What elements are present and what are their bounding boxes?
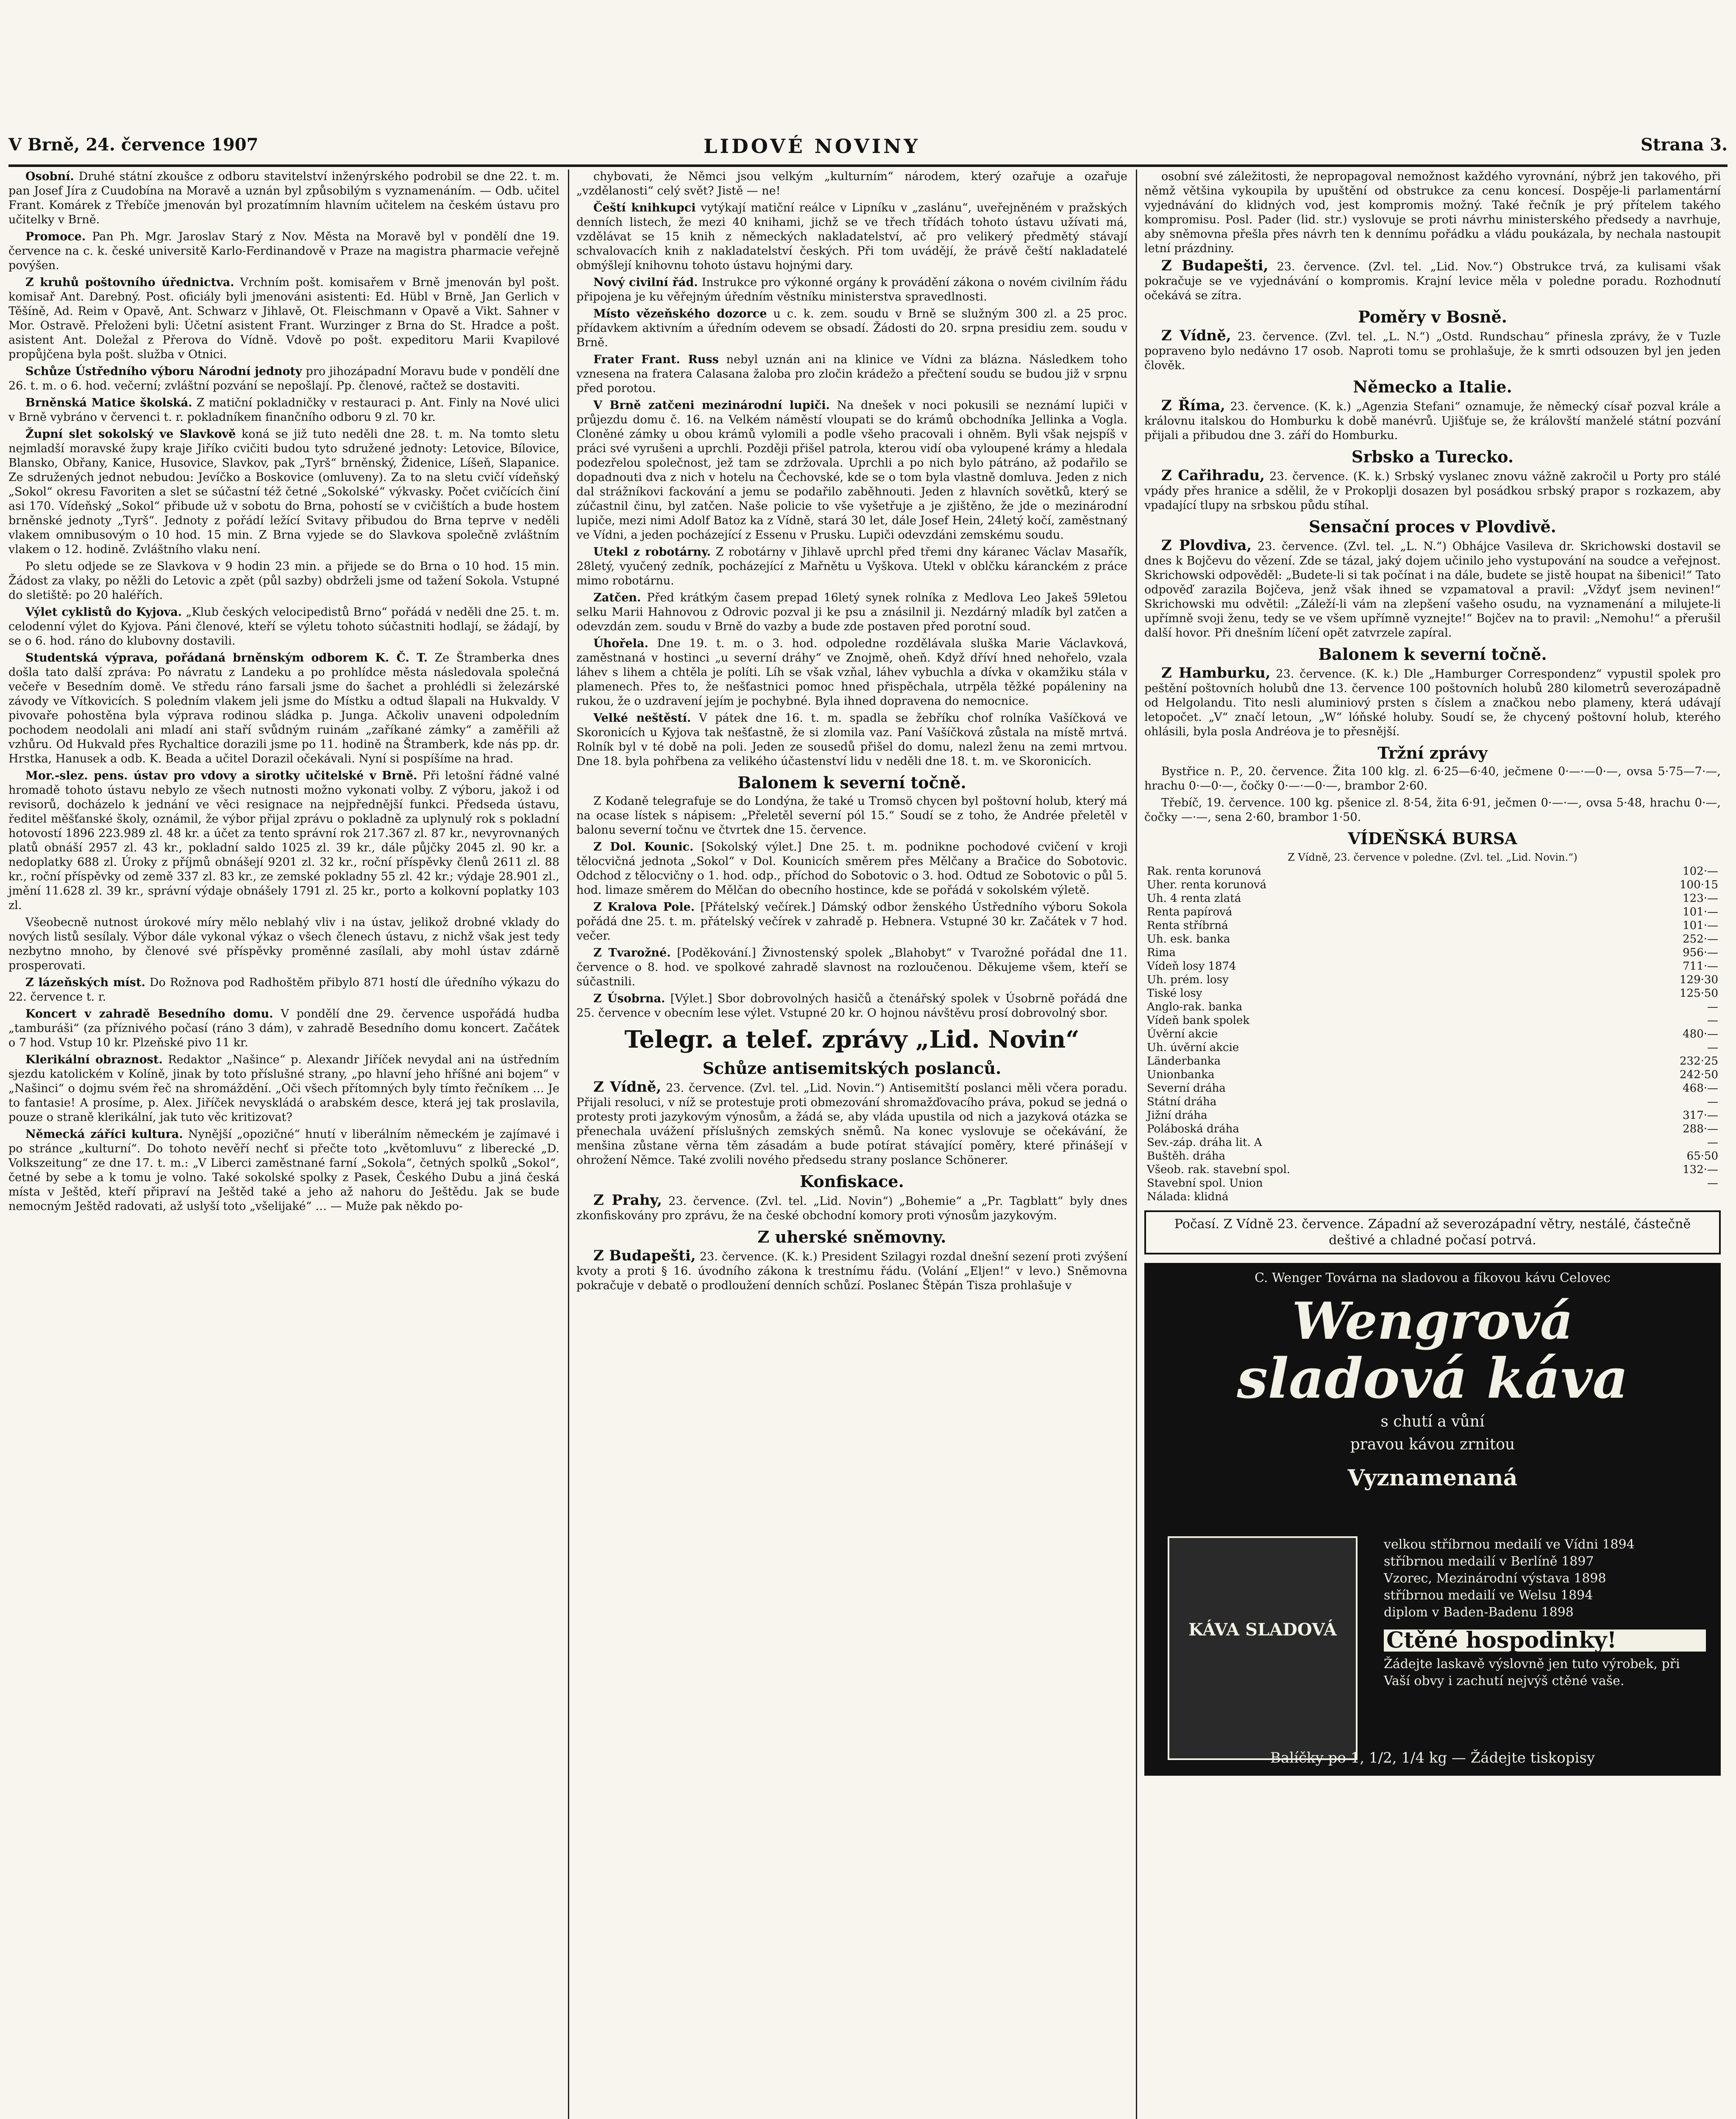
- bursa-item: Uh. esk. banka: [1147, 933, 1230, 945]
- article-nemecka-kultura: [8, 1127, 559, 1214]
- ad-sub-1: s chutí a vůní: [1380, 1413, 1485, 1430]
- article-head: Klerikální obraznost.: [25, 1053, 163, 1066]
- bursa-value: 711·—: [1683, 960, 1718, 973]
- article-body: V pondělí dne 29. července uspořádá hudba „tamburáši“ (za příznivého počasí (ráno 3 dám), v zahradě Besedního domu koncert. Začátek o 7 hod. Vstup 10 kr. Plzeňské pivo 11 kr.: [8, 1007, 560, 1049]
- bursa-item: Rak. renta korunová: [1147, 865, 1261, 878]
- bursa-value: 65·50: [1686, 1150, 1718, 1162]
- bursa-value: 100·15: [1680, 879, 1718, 891]
- article-head: Z Budapešti,: [1161, 257, 1269, 274]
- article-lupici: [576, 398, 1127, 542]
- article-kralovo-pole: [576, 900, 1127, 943]
- bursa-item: Státní dráha: [1147, 1096, 1217, 1108]
- bursa-row: [1144, 1041, 1721, 1054]
- section-heading: Balonem k severní točně.: [1318, 645, 1547, 664]
- article-continued: chybovati, že Němci jsou velkým „kulturním“ národem, který ozařuje a ozařuje „vzdělanosti“ celý svět? Jistě — ne!: [576, 170, 1127, 197]
- bursa-value: 956·—: [1683, 946, 1718, 959]
- bursa-item: Uh. úvěrní akcie: [1147, 1041, 1239, 1054]
- bursa-value: 102·—: [1683, 865, 1718, 878]
- bursa-item: Všeob. rak. stavební spol.: [1147, 1163, 1291, 1176]
- article-head: Mor.-slez. pens. ústav pro vdovy a sirotky učitelské v Brně.: [25, 769, 417, 782]
- article-body: 23. července. (K. k.) Dle „Hamburger Correspondenz“ vypustil spolek pro peštění poštovních holubů dne 13. července 100 poštovních holubů 280 kilometrů severozápadně od Helgolandu. Tito nesli aluminiový prsten s číslem a značkou nebo plameny, která udávají letopočet. „V“ značí letoun, „W“ lóňské holuby. Soudí se, že chycený poštovní holub, kterého ohlásili, byla posla Andréova je to přesnější.: [1144, 667, 1721, 738]
- article-balon: Z Kodaně telegrafuje se do Londýna, že také u Tromsö chycen byl poštovní holub, který má na ocase lístek s nápisem: „Přeletěl severní pól 15.“ Soudí se z toho, že Andrée přeletěl v balonu severní točnu ve čtvrtek dne 15. července.: [576, 795, 1127, 837]
- bursa-row: [1144, 1027, 1721, 1041]
- advertisement-wenger: [1144, 1263, 1721, 1776]
- article-head: Nový civilní řád.: [593, 276, 698, 289]
- bursa-value: 101·—: [1683, 906, 1718, 918]
- bursa-row: [1144, 987, 1721, 1000]
- bursa-item: Anglo-rak. banka: [1147, 1001, 1243, 1013]
- article-postal: [8, 275, 559, 362]
- bursa-row: [1144, 892, 1721, 905]
- article-body: Druhé státní zkoušce z odboru stavitelství inženýrského podrobil se dne 22. t. m. pan Josef Jíra z Cuudobína na Moravě a uznán byl způsobilým s vyznamenáním. — Odb. učitel Frant. Komárek z Třebíče jmenován byl prozatímním hlavním učitelem na českém ústavu pro učitelky v Brně.: [8, 170, 559, 226]
- ad-award-item: Vzorec, Mezinárodní výstava 1898: [1384, 1571, 1606, 1586]
- bursa-value: —: [1707, 1177, 1718, 1190]
- article-body: „Klub českých velocipedistů Brno“ pořádá v neděli dne 25. t. m. celodenní výlet do Kyjova. Páni členové, kteří se výletu tohoto súčastniti hodlají, se žádají, by se o 6. hod. ráno do klubovny dostavili.: [8, 606, 559, 648]
- article-body: Vrchním pošt. komisařem v Brně jmenován byl pošt. komisař Ant. Darebný. Post. oficiály byli jmenováni asistenti: Ed. Hübl v Brně, Jan Gerlich v Těšíně, Ad. Reim v Opavě, Ant. Schwarz v Jihlavě, Ot. Fleischmann v Opavě a Vikt. Sahner v Mor. Ostravě. Přeloženi byli: Účetní asistent Frant. Wurzinger z Brna do St. Hradce a pošt. asistent Ant. Doležal z Přerova do Vídně. Vdově po pošt. expeditoru Marii Kvapilové propůjčena byla pošt. služba v Otnici.: [8, 276, 559, 361]
- bursa-row: [1144, 932, 1721, 946]
- bursa-value: —: [1707, 1136, 1718, 1149]
- article-body: koná se již tuto neděli dne 28. t. m. Na tomto sletu nejmladší moravské župy kraje Jiříko cvičiti budou tyto sdružené jednoty: Letovice, Bílovice, Blansko, Obřany, Kanice, Husovice, Slavkov, pak „Tyrš“ brněnský, Židenice, Líšeň, Slapanice. Ze sdružených jednot nebudou: Jevíčko a Boskovice (omluveny). Za to na sletu cvičí vídeňský „Sokol“ okresu Favoriten a slet se súčastní též četné „Sokolské“ výkvasky. Počet cvičících činí asi 170. Vídeňský „Sokol“ přibude už v sobotu do Brna, pohostí se v cvičištích a bude hostem brněnské jednoty „Tyrš“. Jednoty z pořádí ležící Svitavy přibudou do Brna teprve v neděli vlakem omnibusovým o 10 hod. 15 min. Z Brna vyjede se do Slavkova společně zvláštním vlakem o 12. hodině. Zvláštního vlaku není.: [8, 428, 559, 556]
- article-head: V Brně zatčeni mezinárodní lupiči.: [593, 399, 830, 412]
- article-body: 23. července. (K. k.) Srbský vyslanec znovu vážně zakročil u Porty pro stálé vpády přes hranice a sdělil, že v Prokoplji dosazen byl posádkou srbský prapor s rozkazem, aby vpadající tlupy na srbskou půdu stíhal.: [1144, 470, 1721, 512]
- bursa-table-body: [1144, 865, 1721, 1204]
- bursa-item: Severní dráha: [1147, 1082, 1226, 1095]
- bursa-row: [1144, 865, 1721, 878]
- article-usobrno: [576, 992, 1127, 1021]
- article-koncert: [8, 1007, 559, 1050]
- article-sokol-slet: [8, 427, 559, 557]
- article-matice: [8, 396, 559, 425]
- article-body: [Přátelský večírek.] Dámský odbor ženského Ústředního výboru Sokola pořádá dne 25. t. m. přátelský večírek v zahradě p. Hebnera. Vstupné 30 kr. Začátek v 7 hod. večer.: [576, 901, 1127, 943]
- bursa-row: [1144, 1000, 1721, 1014]
- article-knihkupci: [576, 201, 1127, 273]
- article-head: Promoce.: [25, 230, 86, 243]
- ad-brand: Wengrová: [1292, 1291, 1573, 1351]
- bursa-row: [1144, 905, 1721, 919]
- bursa-row: [1144, 1014, 1721, 1027]
- article-body: Na dnešek v noci pokusili se neznámí lupiči v průjezdu domu č. 16. na Velkém náměstí vloupati se do krámů obchodníka Jellinka a Vogla. Cloněné zámky u obou krámů vylomili a podle všeho pracovali i ohněm. Byli však nejspíš v práci své vyrušeni a uprchli. Později přišel patrola, kterou vidí oba vyloupené krámy a hledala podezřelou společnost, jež tam se zdržovala. Uprchli a po nich bylo pátráno, až podařilo se dopadnouti dva z nich v hotelu na Čechovské, kde se o tom byla vlastně domluva. Jeden z nich dal strážníkovi fackování a jemu se podařilo zaběhnouti. Jeden z hlavních sovětků, který se zúčastnil činu, byl zatčen. Naše policie to vše vyšetřuje a je zjištěno, že jde o mezinárodní lupiče, mezi nimi Adolf Batoz ka z Vídně, stará 30 let, dále Josef Hein, 24letý kočí, zaměstnaný ve Vídni, a jeden pocházející z Essenu v Prusku. Lupiči odevzdáni zemskému soudu.: [576, 399, 1127, 542]
- bursa-value: 317·—: [1683, 1109, 1718, 1122]
- bursa-item: Buštěh. dráha: [1147, 1150, 1226, 1162]
- bursa-value: [1631, 1190, 1721, 1204]
- bursa-item: Tiské losy: [1147, 987, 1202, 1000]
- section-heading: Konfiskace.: [800, 1172, 904, 1191]
- article-head: Čeští knihkupci: [593, 201, 696, 214]
- column-2: [576, 170, 1127, 2119]
- article-head: Z Říma,: [1161, 397, 1225, 414]
- bursa-value: 123·—: [1683, 892, 1718, 905]
- article-head: Z Tvarožné.: [593, 946, 671, 959]
- bursa-row: [1144, 919, 1721, 932]
- article-body: [Poděkování.] Živnostenský spolek „Blahobyt“ v Tvarožné pořádal dne 11. července o 8. hod. ve spolkové zahradě slavnost na rozloučenou. Děkujeme všem, kteří se súčastnili.: [576, 946, 1127, 988]
- article-robotarna: [576, 545, 1127, 588]
- telegram-budapest-2: [1144, 259, 1721, 303]
- article-body: Při letošní řádné valné hromadě tohoto ústavu nebylo ze všech nutnosti možno vykonati volby. Z výboru, jakož i od revisorů, docházelo k jednání ve věci resignace na nejpřednější funkci. Předseda ústavu, ředitel měšťanské školy, oznámil, že výbor přijal zprávu o pokladně za uplynulý rok s pokladní hotovostí 1896 223.989 zl. 48 kr. a účet za tento správní rok 217.367 zl. 87 kr., nevyrovnaných platů obnáší 2957 zl. 43 kr., pokladní saldo 1025 zl. 39 kr., dále půjčky 2045 zl. 90 kr. a nedoplatky 688 zl. Úroky z příjmů obnášejí 9201 zl. 32 kr., roční příspěvky členů 2611 zl. 88 kr., roční příspěvky od země 337 zl. 83 kr., ze zemské pokladny 55 zl. 42 kr.; výdaje 28.901 zl., jmění 11.628 zl. 39 kr., správní výdaje obnášely 1791 zl. 25 kr., porto a kolkovní poplatky 103 zl.: [8, 769, 559, 912]
- article-body: Nynější „opozičné“ hnutí v liberálním německém je zajímavé i po stránce „kulturní“. Do tohoto nevěří nechť si přečte toto „květomluvu“ z liberecké „D. Volkszeitung“ ze dne 17. t. m.: „V Liberci zaměstnané farní „Sokola“, četných spolků „Sokol“, četné by sebe a k tomu je volno. Také sokolské spolky z Pasek, Českého Dubu a jiná česká místa v Ještěd, kteří připraví na Ještěd také a jeho až nahoru do Ještědu. Jak se bude nemocným Ještěd radovati, až uslyší toto „všelijaké“ … — Muže pak někdo po-: [8, 1128, 559, 1213]
- article-body: Z matiční pokladničky v restauraci p. Ant. Finly na Nové ulici v Brně vybráno v červenci t. r. pokladníkem finančního odboru 9 zl. 70 kr.: [8, 396, 559, 424]
- bursa-row: [1144, 1176, 1721, 1190]
- article-body: Do Rožnova pod Radhoštěm přibylo 871 hostí dle úředního výkazu do 22. července t. r.: [8, 976, 559, 1004]
- article-frater: [576, 353, 1127, 396]
- ad-award: Vyznamenaná: [1347, 1465, 1518, 1491]
- bursa-value: 232·25: [1680, 1055, 1718, 1068]
- article-head: Z Cařihradu,: [1161, 467, 1265, 484]
- article-body: vytýkají matiční reálce v Lipníku v „zaslánu“, uveřejněném v pražských denních listech, že mezi 40 knihami, jichž se ve třech třídách tohoto ústavu užívati má, vzdělávat se 15 knih z německých nakladatelství, ač pro velikerý předmětý stávají schvalovacích knih z nakladatelství českých. Při tom uvádějí, že právě čeští nakladatelé obmýšlejí knihovnu tohoto ústavu hojnými dary.: [576, 201, 1127, 272]
- article-body: 23. července. (Zvl. tel. „Lid. Novin“) „Bohemie“ a „Pr. Tagblatt“ byly dnes zkonfiskovány pro zprávu, že na české obchodní komory proti výnosům jazykovým.: [576, 1195, 1127, 1222]
- article-body: V pátek dne 16. t. m. spadla se žebříku chof rolníka Vašíčková ve Skoronicích u Kyjova tak nešťastně, že si zlomila vaz. Paní Vašíčková zůstala na místě mrtvá. Rolník byl v té době na poli. Jeden ze sousedů přišel do domu, nalezl ženu na zemi mrtvou. Dne 18. byla pohřbena za velikého účastenství lidu v neděli dne 18. t. m. ve Skoronicích.: [576, 712, 1127, 768]
- article-narodni-jednota: [8, 364, 559, 393]
- bursa-row: [1144, 878, 1721, 892]
- weather-box: Počasí. Z Vídně 23. července. Západní až severozápadní větry, nestálé, částečně deštivé a chladné počasí potrvá.: [1144, 1210, 1721, 1254]
- bursa-value: 288·—: [1683, 1123, 1718, 1135]
- section-heading: Z uherské sněmovny.: [757, 1227, 946, 1246]
- telegram-plovdiv: [1144, 538, 1721, 640]
- bursa-item: Poláboská dráha: [1147, 1123, 1239, 1135]
- bursa-row: [1144, 1136, 1721, 1149]
- bursa-item: Vídeň losy 1874: [1147, 960, 1236, 973]
- bursa-value: —: [1707, 1041, 1718, 1054]
- article-tvarozna: [576, 946, 1127, 989]
- article-body: Dne 19. t. m. o 3. hod. odpoledne rozdělávala sluška Marie Václavková, zaměstnaná v hostinci „u severní dráhy“ ve Znojmě, oheň. Když dříví hned nehořelo, vzala láhev s lihem a chtěla je políti. Líh se však vzňal, láhev vybuchla a dívka v okamžiku stála v plamenech. Přes to, že nešťastnici pomoc hned přispěchala, utrpěla těžké popáleniny na rukou, že o uzdravení jejím je pochybné. Byla ihned dopravena do nemocnice.: [576, 637, 1127, 708]
- article-body: u c. k. zem. soudu v Brně se služným 300 zl. a 25 proc. přídavkem aktivním a úředním odevem se obsadí. Žádosti do 20. srpna presidiu zem. soudu v Brně.: [576, 307, 1127, 349]
- telegraph-section-title: Telegr. a telef. zprávy „Lid. Novin“: [624, 1026, 1079, 1054]
- article-head: Utekl z robotárny.: [593, 545, 711, 559]
- bursa-row: [1144, 1082, 1721, 1095]
- bursa-item: Rima: [1147, 946, 1176, 959]
- bursa-subheading: Z Vídně, 23. července v poledne. (Zvl. tel. „Lid. Novin.“): [1288, 851, 1577, 863]
- bursa-value: 480·—: [1683, 1028, 1718, 1040]
- article-osobni: [8, 170, 559, 227]
- article-dol-kounice: [576, 840, 1127, 898]
- article-head: Místo vězeňského dozorce: [593, 307, 767, 320]
- article-head: Z Kralova Pole.: [593, 901, 695, 914]
- section-heading: Poměry v Bosně.: [1358, 307, 1507, 326]
- section-heading: Německo a Italie.: [1353, 377, 1512, 396]
- article-body: pro jihozápadní Moravu bude v pondělí dne 26. t. m. o 6. hod. večerní; zvláštní pozvání se nepošlají. Pp. členové, račtež se dostaviti.: [8, 365, 559, 392]
- article-body: Před krátkým časem prepad 16letý synek rolníka z Medlova Leo Jakeš 59letou selku Marii Hahnovou z Odrovic pozval ji ke psu a znásilnil ji. Nezdárný mladík byl zatčen a odevzdán zem. soudu v Brně do vazby a bude zde postaven před porotní soud.: [576, 591, 1127, 633]
- bursa-row: [1144, 1149, 1721, 1163]
- ad-award-item: stříbrnou medailí v Berlíně 1897: [1384, 1554, 1594, 1569]
- article-head: Osobní.: [25, 170, 74, 183]
- section-heading: Srbsko a Turecko.: [1351, 447, 1514, 466]
- bursa-value: 242·50: [1680, 1068, 1718, 1081]
- section-heading: Balonem k severní točně.: [737, 773, 966, 792]
- section-heading: Schůze antisemitských poslanců.: [702, 1059, 1002, 1078]
- bursa-item: Länderbanka: [1147, 1055, 1221, 1068]
- article-head: Z lázeňských míst.: [25, 976, 145, 989]
- article-sokol-slet-2: Po sletu odjede se ze Slavkova v 9 hodin 23 min. a přijede se do Brna o 10 hod. 15 min. Žádost za vlaky, po něžli do Letovic a zpět (půl sazby) obdrželi jsme od tažení Sokola. Vstupné do sletiště: po 20 haléřích.: [8, 560, 559, 602]
- bursa-value: 132·—: [1683, 1163, 1718, 1176]
- bursa-row: [1144, 1163, 1721, 1176]
- column-3: [1144, 170, 1721, 2119]
- bursa-value: 101·—: [1683, 919, 1718, 932]
- column-rule-2: [1136, 170, 1137, 2119]
- article-head: Z Dol. Kounic.: [593, 840, 694, 854]
- article-pens-ustav: [8, 769, 559, 913]
- article-promoce: [8, 230, 559, 273]
- market-report-bystrice: Bystřice n. P., 20. července. Žita 100 klg. zl. 6·25—6·40, ječmene 0·—·—0·—, ovsa 5·75—7·—, hrachu 0·—0·—, čočky 0·—·—0·—, brambor 2·60.: [1144, 765, 1721, 793]
- article-head: Velké neštěstí.: [593, 712, 691, 725]
- article-body: Pan Ph. Mgr. Jaroslav Starý z Nov. Města na Moravě byl v pondělí dne 19. července na c. k. české universitě Karlo-Ferdinandově v Praze na magistra pharmacie veřejně povýšen.: [8, 230, 559, 272]
- article-head: Úhořela.: [593, 637, 648, 650]
- bursa-item: Unionbanka: [1147, 1068, 1215, 1081]
- article-head: Župní slet sokolský ve Slavkově: [25, 428, 236, 441]
- article-pens-ustav-2: Všeobecně nutnost úrokové míry mělo neblahý vliv i na ústav, jelikož drobné vklady do nových listů sesílaly. Výbor dále vykonal výkaz o všech členech ústavu, z nichž však jest tedy nezbytno mnoho, by členové své příspěvky proměnné zasílali, aby mohl ústav zdárně prosperovati.: [8, 916, 559, 972]
- column-rule-1: [568, 170, 569, 2119]
- ad-top-line: C. Wenger Továrna na sladovou a fíkovou kávu Celovec: [1255, 1271, 1611, 1285]
- article-head: Z Úsobrna.: [593, 992, 665, 1005]
- ad-coffee-can-image: [1168, 1536, 1358, 1760]
- article-head: Z Vídně,: [1161, 327, 1231, 344]
- bursa-row: [1144, 973, 1721, 987]
- article-body: 23. července. (Zvl. tel. „Lid. Nov.“) Obstrukce trvá, za kulisami však pokračuje se ve vyjednávání o kompromis. Krajní levice měla v poledne poradu. Rozhodnutí očekává se zítra.: [1144, 260, 1721, 302]
- section-heading: Tržní zprávy: [1377, 743, 1488, 762]
- article-continued: osobní své záležitosti, že nepropagoval nemožnost každého vyrovnání, nýbrž jen takového, při němž většina vykoupila by upuštění od obstrukce za cenu koncesí. Dospěje-li parlamentární vyjednávání do klidných vod, jest kompromis možný. Také řečník je prý přítelem takého kompromisu. Posl. Pader (lid. str.) vyslovuje se proti návrhu ministerského předsedy a navrhuje, aby sněmovna přešla přes návrh ten k dennímu pořádku a vládu poukázala, by nechala nastoupit letní prázdniny.: [1144, 170, 1721, 255]
- article-head: Studentská výprava, pořádaná brněnským odborem K. Č. T.: [25, 651, 428, 665]
- article-cyklisti: [8, 605, 559, 648]
- bursa-item: Uher. renta korunová: [1147, 879, 1267, 891]
- article-head: Z Prahy,: [593, 1192, 662, 1209]
- article-head: Koncert v zahradě Besedního domu.: [25, 1007, 273, 1021]
- bursa-value: —: [1707, 1001, 1718, 1013]
- ad-award-item: stříbrnou medailí ve Welsu 1894: [1384, 1588, 1593, 1603]
- bursa-item: Uh. prém. losy: [1147, 973, 1229, 986]
- article-body: 23. července. (Zvl. tel. „L. N.“) Obhájce Vasileva dr. Skrichowski dostavil se dnes k Bojčevu do vězení. Zde se tázal, jaký dojem učinilo jeho vystupování na soudce a veřejnost. Skrichowski odpověděl: „Budete-li si tak počínat i na dále, budete se jistě houpat na šibenici!“ Tato odpověď zarazila Bojčeva, jenž však ihned se vzpamatoval a pravil: „Vždyť jsem nevinen!“ Skrichowski mu odvětil: „Záleží-li vám na zlepšení vašeho osudu, na vyznamenání a milujete-li upřímně svoji ženu, tedy se ve všem upřímně vyznejte!“ Bojčev na to pravil: „Nemohu!“ a přerušil další hovor. Při dnešním líčení opět zatvrzele zapíral.: [1144, 540, 1721, 640]
- article-lazne: [8, 976, 559, 1004]
- market-report-trebic: Třebíč, 19. července. 100 kg. pšenice zl. 8·54, žita 6·91, ječmen 0·—·—, ovsa 5·48, hrachu 0·—, čočky —·—, sena 2·60, brambor 1·50.: [1144, 796, 1721, 824]
- bursa-row: [1144, 1122, 1721, 1136]
- ad-award-item: velkou stříbrnou medailí ve Vídni 1894: [1384, 1537, 1635, 1552]
- article-body: 23. července. (Zvl. tel. „Lid. Novin.“) Antisemitští poslanci měli včera poradu. Přijali resoluci, v níž se protestuje proti obmezování shromažďovacího práva, pokud se jedná o protesty proti jazykovým výnosům, a žádá se, aby vláda upustila od nich a jazyková otázka se přenechala uvážení příslušných zemských sněmů. Na konec vyslovuje se očekávání, že menšina zůstane věrna těm zásadám a bude potírat stávající poměry, které přinášejí v ohrožení Němce. Také zvolili nového předsedu strany poslance Schönerer.: [576, 1082, 1127, 1167]
- masthead-title: LIDOVÉ NOVINY: [704, 135, 921, 158]
- ad-cta: Ctěné hospodinky!: [1384, 1630, 1706, 1652]
- bursa-item: Renta papírová: [1147, 906, 1232, 918]
- bursa-item: Sev.-záp. dráha lit. A: [1147, 1136, 1262, 1149]
- bursa-item: Nálada: klidná: [1147, 1190, 1229, 1203]
- column-1: [8, 170, 559, 2119]
- article-body: Ze Štramberka dnes došla tato další zpráva: Po návratu z Landeku a po prohlídce města následovala společná večeře v Besedním domě. Ve středu ráno farsali jsme do šachet a prohlédli si železárské závody ve Vítkovicích. S poledním vlakem jeli jsme do Místku a odtud šlapali na Hukvaldy. V pivovaře pohostěna byla výprava rodinou sládka p. Junga. Ačkoliv unaveni odpoledním pochodem neodolali ani mladí ani staří svůdným ruinám „zaříkané zámky“ a zaměřili až vzhůru. Od Hukvald přes Rychaltice dorazili jsme po 11. hodině na Štramberk, kde nás pp. dr. Hrstka, Hanusek a odb. K. Beada a učitel Dorazil očekávali. Nyní si pospíšíme na hrad.: [8, 651, 559, 765]
- article-civilni-rad: [576, 275, 1127, 304]
- article-body: Z robotárny v Jihlavě uprchl před třemi dny káranec Václav Masařík, 28letý, vyučený zedník, pocházející z Mařnětu u Vyškova. Utekl v oblčku káranckém z práce mimo robotárnu.: [576, 545, 1127, 587]
- article-nestesti: [576, 711, 1127, 769]
- article-head: Schůze Ústředního výboru Národní jednoty: [25, 365, 302, 378]
- telegram-bosna: [1144, 328, 1721, 373]
- article-head: Z Plovdiva,: [1161, 537, 1252, 554]
- ad-award-item: diplom v Baden-Badenu 1898: [1384, 1605, 1574, 1620]
- bursa-table: [1144, 865, 1721, 1204]
- ad-award-list: [1384, 1536, 1706, 1690]
- article-head: Zatčen.: [593, 591, 641, 604]
- bursa-item: Stavební spol. Union: [1147, 1177, 1263, 1190]
- bursa-row: [1144, 1054, 1721, 1068]
- bursa-row: [1144, 1109, 1721, 1122]
- section-heading: Sensační proces v Plovdivě.: [1309, 517, 1556, 536]
- telegram-rim: [1144, 398, 1721, 443]
- ad-sub-2: pravou kávou zrnitou: [1350, 1436, 1515, 1453]
- telegram-prague: [576, 1193, 1127, 1223]
- article-head: Z Budapešti,: [593, 1247, 696, 1264]
- article-vyprava: [8, 651, 559, 766]
- bursa-row: [1144, 959, 1721, 973]
- article-head: Z Hamburku,: [1161, 665, 1271, 681]
- bursa-row: [1144, 1190, 1721, 1204]
- article-body: Redaktor „Našince“ p. Alexandr Jiříček nevydal ani na ústředním sjezdu katolickém v Kolíně, jinak by toto příslušné strany, „po hlavní jeho hříšné ani bojem“ v „Našinci“ o dojmu svém řeč na shromáždění. „Oči všech přítomných byly tímto řečníkem … Je to fantasie! A prosíme, p. Alex. Jiříček nevyskládá o arabském desce, která jej tak proslavila, pouze o straně klerikální, jak tuto věc kritizovat?: [8, 1053, 559, 1124]
- article-zatcen: [576, 591, 1127, 634]
- telegram-budapest: [576, 1249, 1127, 1293]
- bursa-value: 129·30: [1680, 973, 1718, 986]
- telegram-hamburk: [1144, 666, 1721, 739]
- telegram-carihrad: [1144, 468, 1721, 513]
- telegram-vienna: [576, 1080, 1127, 1168]
- article-body: 23. července. (K. k.) President Szilagyi rozdal dnešní sezení proti zvýšení kvoty a proti § 16. úvodního zákona k trestnímu řádu. (Volání „Eljen!“ v levo.) Sněmovna pokračuje v debatě o prodloužení denních schůzí. Poslanec Štěpán Tisza prohlašuje v: [576, 1250, 1127, 1292]
- bursa-row: [1144, 946, 1721, 959]
- article-body: nebyl uznán ani na klinice ve Vídni za blázna. Následkem toho vznesena na fratera Calasana žaloba pro zločin krádežo a přečtení soudu se budou již v srpnu před porotou.: [576, 353, 1127, 395]
- bursa-row: [1144, 1095, 1721, 1109]
- article-head: Z Vídně,: [593, 1079, 662, 1096]
- newspaper-header: [8, 135, 1728, 167]
- page-number: Strana 3.: [1640, 135, 1728, 155]
- ad-cta-text: Žádejte laskavě výslovně jen tuto výrobek, při Vaší obvy i zachutí nejvýš ctěné vaše.: [1384, 1657, 1680, 1688]
- ad-bottom-line: Balíčky po 1, 1/2, 1/4 kg — Žádejte tiskopisy: [1270, 1749, 1595, 1766]
- ad-product: sladová káva: [1237, 1346, 1628, 1411]
- article-klerikalni: [8, 1053, 559, 1125]
- article-uhorela: [576, 637, 1127, 709]
- bursa-item: Uh. 4 renta zlatá: [1147, 892, 1241, 905]
- article-head: Z kruhů poštovního úřednictva.: [25, 276, 234, 289]
- bursa-value: 125·50: [1680, 987, 1718, 1000]
- bursa-item: Renta stříbrná: [1147, 919, 1228, 932]
- issue-date: V Brně, 24. července 1907: [8, 135, 259, 155]
- bursa-value: —: [1707, 1096, 1718, 1108]
- bursa-value: 468·—: [1683, 1082, 1718, 1095]
- ad-can-label: KÁVA SLADOVÁ: [1188, 1620, 1337, 1640]
- article-head: Brněnská Matice školská.: [25, 396, 192, 409]
- article-head: Frater Frant. Russ: [593, 353, 719, 366]
- article-head: Výlet cyklistů do Kyjova.: [25, 606, 182, 619]
- article-body: [Sokolský výlet.] Dne 25. t. m. podnikne pochodové cvičení v kroji tělocvičná jednota „Sokol“ v Dol. Kounicích směrem přes Mělčany a Bračice do Sobotovic. Odchod z tělocvičny o 1. hod. odp., příchod do Sobotovic o 3. hod. Odtud ze Sobotovic o půl 5. hod. limaze směrem do Mělčan do obecního hostince, kde se pořádá v sokolském výletě.: [576, 840, 1127, 897]
- bursa-item: Úvěrní akcie: [1147, 1028, 1218, 1040]
- article-head: Německá záříci kultura.: [25, 1128, 183, 1141]
- article-dozorce: [576, 307, 1127, 350]
- bursa-row: [1144, 1068, 1721, 1082]
- article-body: Instrukce pro výkonné orgány k provádění zákona o novém civilním řádu připojena je ku věřejným úředním věstníku ministerstva spravedlnosti.: [576, 276, 1127, 303]
- bursa-value: —: [1707, 1014, 1718, 1027]
- article-body: [Výlet.] Sbor dobrovolných hasičů a čtenářský spolek v Úsobrně pořádá dne 25. července v obecním lese výlet. Vstupné 20 kr. O hojnou návštěvu prosí dobrovolný sbor.: [576, 992, 1127, 1020]
- article-body: 23. července. (Zvl. tel. „L. N.“) „Ostd. Rundschau“ přinesla zprávy, že v Tuzle popraveno bylo nedávno 17 osob. Naproti tomu se prohlašuje, že k smrti odsouzen byl jen jeden člověk.: [1144, 330, 1721, 372]
- bursa-item: Jižní dráha: [1147, 1109, 1207, 1122]
- bursa-heading: VÍDEŇSKÁ BURSA: [1348, 829, 1517, 848]
- bursa-value: 252·—: [1683, 933, 1718, 945]
- bursa-item: Vídeň bank spolek: [1147, 1014, 1250, 1027]
- article-body: 23. července. (K. k.) „Agenzia Stefani“ oznamuje, že německý císař pozval krále a královnu italskou do Homburku k době manévrů. Ujišťuje se, že královští manželé státní pozvání přijali a přibudou dne 3. září do Homburku.: [1144, 400, 1721, 442]
